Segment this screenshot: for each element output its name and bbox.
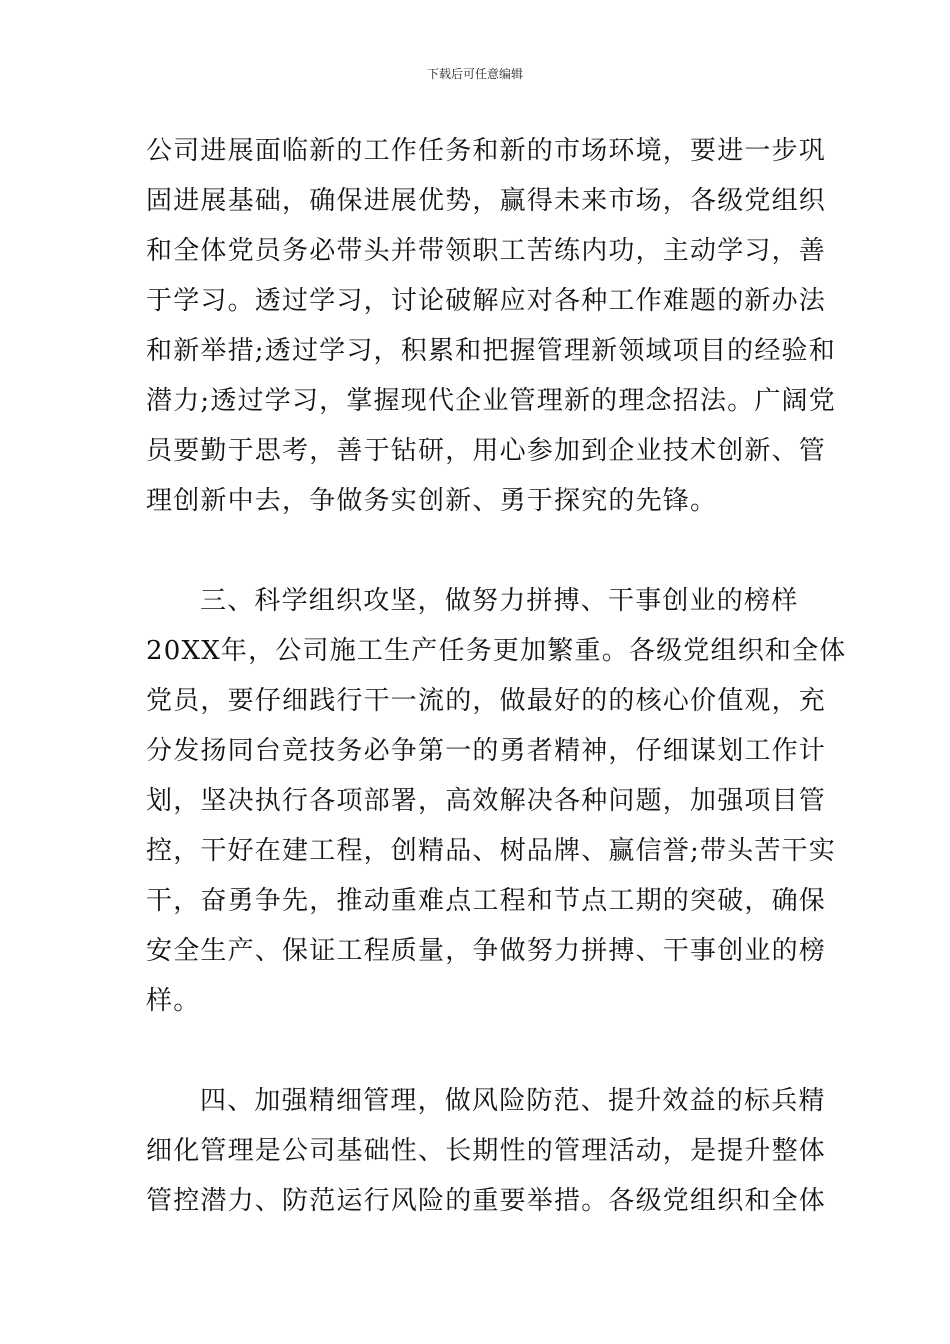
paragraph-2-line-8: 安全生产、保证工程质量，争做努力拼搏、干事创业的榜 — [146, 936, 827, 966]
paragraph-1-line-5: 和新举措;透过学习，积累和把握管理新领域项目的经验和 — [146, 336, 836, 366]
paragraph-gap — [146, 1026, 806, 1076]
document-body — [146, 126, 847, 1226]
paragraph-1-line-6: 潜力;透过学习，掌握现代企业管理新的理念招法。广阔党 — [146, 386, 836, 416]
paragraph-2-line-6: 控，干好在建工程，创精品、树品牌、赢信誉;带头苦干实 — [146, 836, 836, 866]
paragraph-2-line-9: 样。 — [146, 986, 201, 1016]
paragraph-3-line-3: 管控潜力、防范运行风险的重要举措。各级党组织和全体 — [146, 1186, 827, 1216]
section-four-heading: 四、加强精细管理，做风险防范、提升效益的标兵精 — [200, 1086, 826, 1116]
header-note: 下载后可任意编辑 — [426, 67, 523, 81]
paragraph-1-line-1: 公司进展面临新的工作任务和新的市场环境，要进一步巩 — [146, 136, 827, 166]
paragraph-2-line-4: 分发扬同台竞技务必争第一的勇者精神，仔细谋划工作计 — [146, 736, 827, 766]
paragraph-2-line-7: 干，奋勇争先，推动重难点工程和节点工期的突破，确保 — [146, 886, 827, 916]
paragraph-1-line-2: 固进展基础，确保进展优势，赢得未来市场，各级党组织 — [146, 186, 827, 216]
section-three-heading: 三、科学组织攻坚，做努力拼搏、干事创业的榜样 — [200, 586, 799, 616]
paragraph-1-line-4: 于学习。透过学习，讨论破解应对各种工作难题的新办法 — [146, 286, 827, 316]
paragraph-2-line-5: 划，坚决执行各项部署，高效解决各种问题，加强项目管 — [146, 786, 827, 816]
paragraph-1-line-7: 员要勤于思考，善于钻研，用心参加到企业技术创新、管 — [146, 436, 827, 466]
paragraph-2-line-3: 党员，要仔细践行干一流的，做最好的的核心价值观，充 — [146, 686, 827, 716]
paragraph-3-line-2: 细化管理是公司基础性、长期性的管理活动，是提升整体 — [146, 1136, 827, 1166]
paragraph-gap — [146, 526, 806, 576]
paragraph-1-line-8: 理创新中去，争做务实创新、勇于探究的先锋。 — [146, 486, 718, 516]
paragraph-1-line-3: 和全体党员务必带头并带领职工苦练内功，主动学习，善 — [146, 236, 827, 266]
paragraph-2-line-2: 20XX年，公司施工生产任务更加繁重。各级党组织和全体 — [146, 636, 847, 666]
